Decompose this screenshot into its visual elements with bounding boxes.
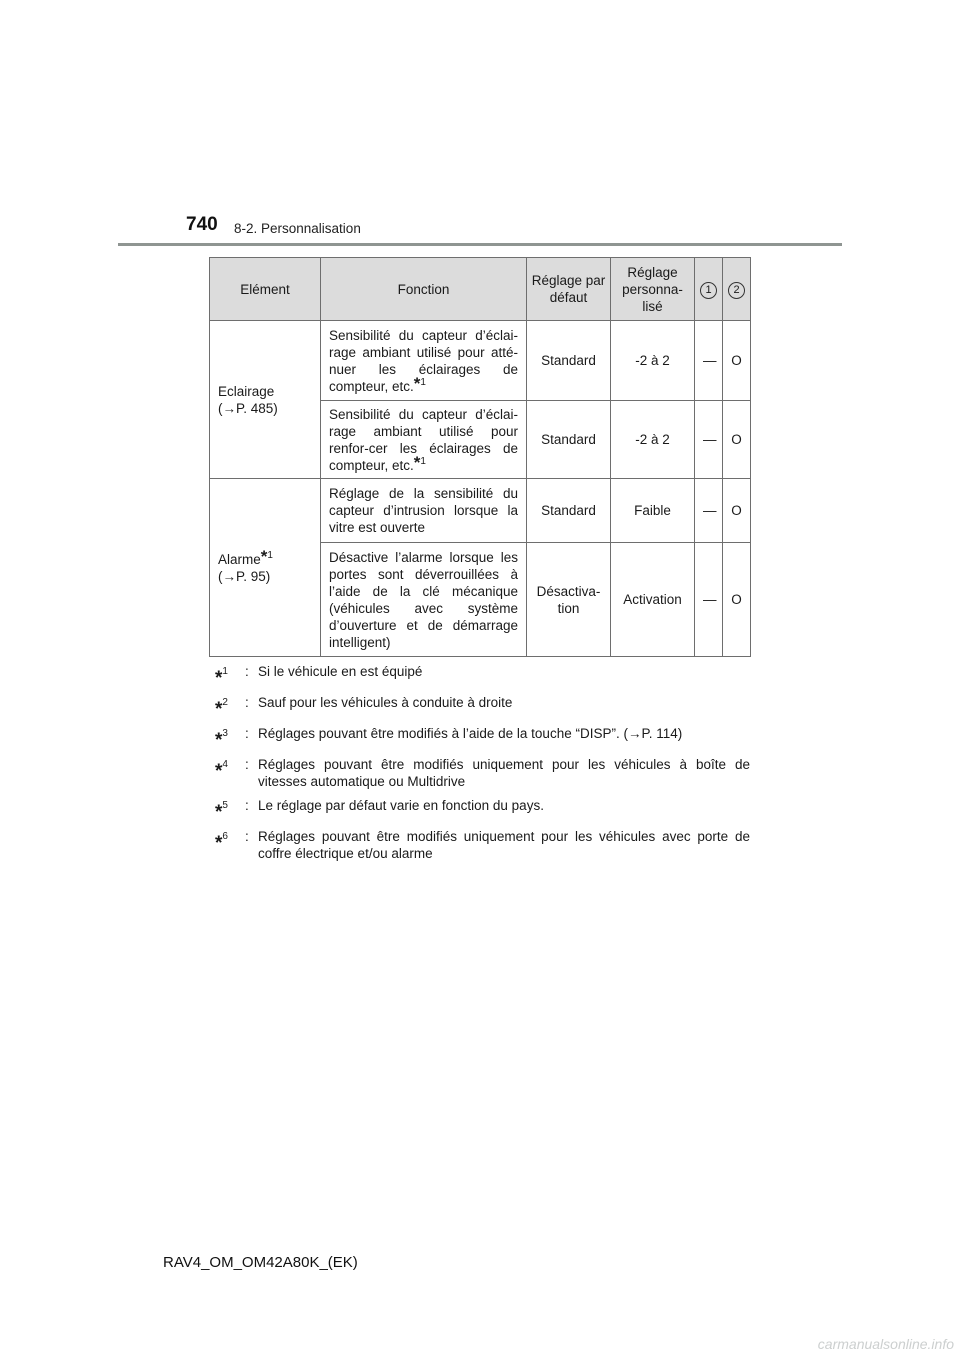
cell-element xyxy=(210,479,321,657)
cell-col1: — xyxy=(695,321,723,401)
cell-custom: -2 à 2 xyxy=(611,321,695,401)
cell-custom: Faible xyxy=(611,479,695,543)
page-number: 740 xyxy=(186,214,218,235)
cell-default: Standard xyxy=(527,401,611,479)
element-name: Alarme xyxy=(218,551,261,567)
footnote-marker: *1 xyxy=(260,546,273,566)
footnote-item: *$^6$ : Réglages pouvant être modifiés uniquement pour les véhicules avec porte de coffre électrique et/ou alarme xyxy=(215,829,750,861)
function-text: Sensibilité du capteur d’éclai-rage ambiant utilisé pour renfor-cer les éclairages de compteur, etc. xyxy=(329,406,518,473)
cell-col1: — xyxy=(695,479,723,543)
cell-col2: O xyxy=(723,543,751,657)
cell-col2: O xyxy=(723,401,751,479)
footnote-item: *$^3$ : Réglages pouvant être modifiés à l’aide de la touche “DISP”. (→P. 114) xyxy=(215,725,750,749)
cell-element xyxy=(210,321,321,479)
footnote-item: *$^4$ : Réglages pouvant être modifiés uniquement pour les véhicules à boîte de vitesses automatique ou Multidrive xyxy=(215,757,750,789)
cell-custom: Activation xyxy=(611,543,695,657)
cell-col1: — xyxy=(695,401,723,479)
circled-number: 1 xyxy=(700,282,717,299)
footnotes xyxy=(215,663,750,869)
function-text: Réglage de la sensibilité du capteur d’intrusion lorsque la vitre est ouverte xyxy=(329,486,518,535)
cell-default: Désactiva-tion xyxy=(527,543,611,657)
cell-col2: O xyxy=(723,321,751,401)
function-text: Désactive l’alarme lorsque les portes sont déverrouillées à l’aide de la clé mécanique (véhicules avec système d’ouverture et de démarrage intelligent) xyxy=(329,549,518,650)
document-code: RAV4_OM_OM42A80K_(EK) xyxy=(163,1254,358,1271)
cell-function xyxy=(321,401,527,479)
cell-function xyxy=(321,321,527,401)
footnote-text: Réglages pouvant être modifiés à l’aide de la touche “DISP”. (→P. 114) xyxy=(258,726,683,741)
element-ref: (→P. 95) xyxy=(218,568,271,584)
cell-col1: — xyxy=(695,543,723,657)
cell-default: Standard xyxy=(527,479,611,543)
cell-custom: -2 à 2 xyxy=(611,401,695,479)
table-row xyxy=(210,479,751,543)
section-title: 8-2. Personnalisation xyxy=(234,221,361,236)
cell-function xyxy=(321,543,527,657)
header-default: Réglage par défaut xyxy=(527,258,611,321)
function-text: Sensibilité du capteur d’éclai-rage ambiant utilisé pour atté-nuer les éclairages de compteur, etc. xyxy=(329,327,518,394)
header-custom: Réglage personna-lisé xyxy=(611,258,695,321)
footnote-item: *$^2$ : Sauf pour les véhicules à conduite à droite xyxy=(215,694,750,718)
element-ref: (→P. 485) xyxy=(218,400,278,416)
cell-col2: O xyxy=(723,479,751,543)
footnote-text: Si le véhicule en est équipé xyxy=(258,664,423,679)
footnote-text: Réglages pouvant être modifiés uniquement pour les véhicules avec porte de coffre électrique et/ou alarme xyxy=(258,829,750,861)
footnote-text: Sauf pour les véhicules à conduite à droite xyxy=(258,695,513,710)
settings-table xyxy=(209,257,751,657)
header-col2 xyxy=(723,258,751,321)
footnote-marker: *1 xyxy=(413,373,426,393)
table-row xyxy=(210,321,751,401)
footnote-text: Réglages pouvant être modifiés uniquement pour les véhicules à boîte de vitesses automatique ou Multidrive xyxy=(258,757,750,789)
cell-function xyxy=(321,479,527,543)
watermark: carmanualsonline.info xyxy=(817,1336,954,1352)
footnote-marker: *1 xyxy=(413,452,426,472)
header-function: Fonction xyxy=(321,258,527,321)
header-rule xyxy=(118,243,842,246)
circled-number: 2 xyxy=(728,282,745,299)
element-name: Eclairage xyxy=(218,383,275,399)
footnote-text: Le réglage par défaut varie en fonction du pays. xyxy=(258,798,544,813)
footnote-item: *$^5$ : Le réglage par défaut varie en fonction du pays. xyxy=(215,797,750,821)
header-element: Elément xyxy=(210,258,321,321)
footnote-item: *$^1$ : Si le véhicule en est équipé xyxy=(215,663,750,687)
table-header-row xyxy=(210,258,751,321)
header-col1 xyxy=(695,258,723,321)
cell-default: Standard xyxy=(527,321,611,401)
